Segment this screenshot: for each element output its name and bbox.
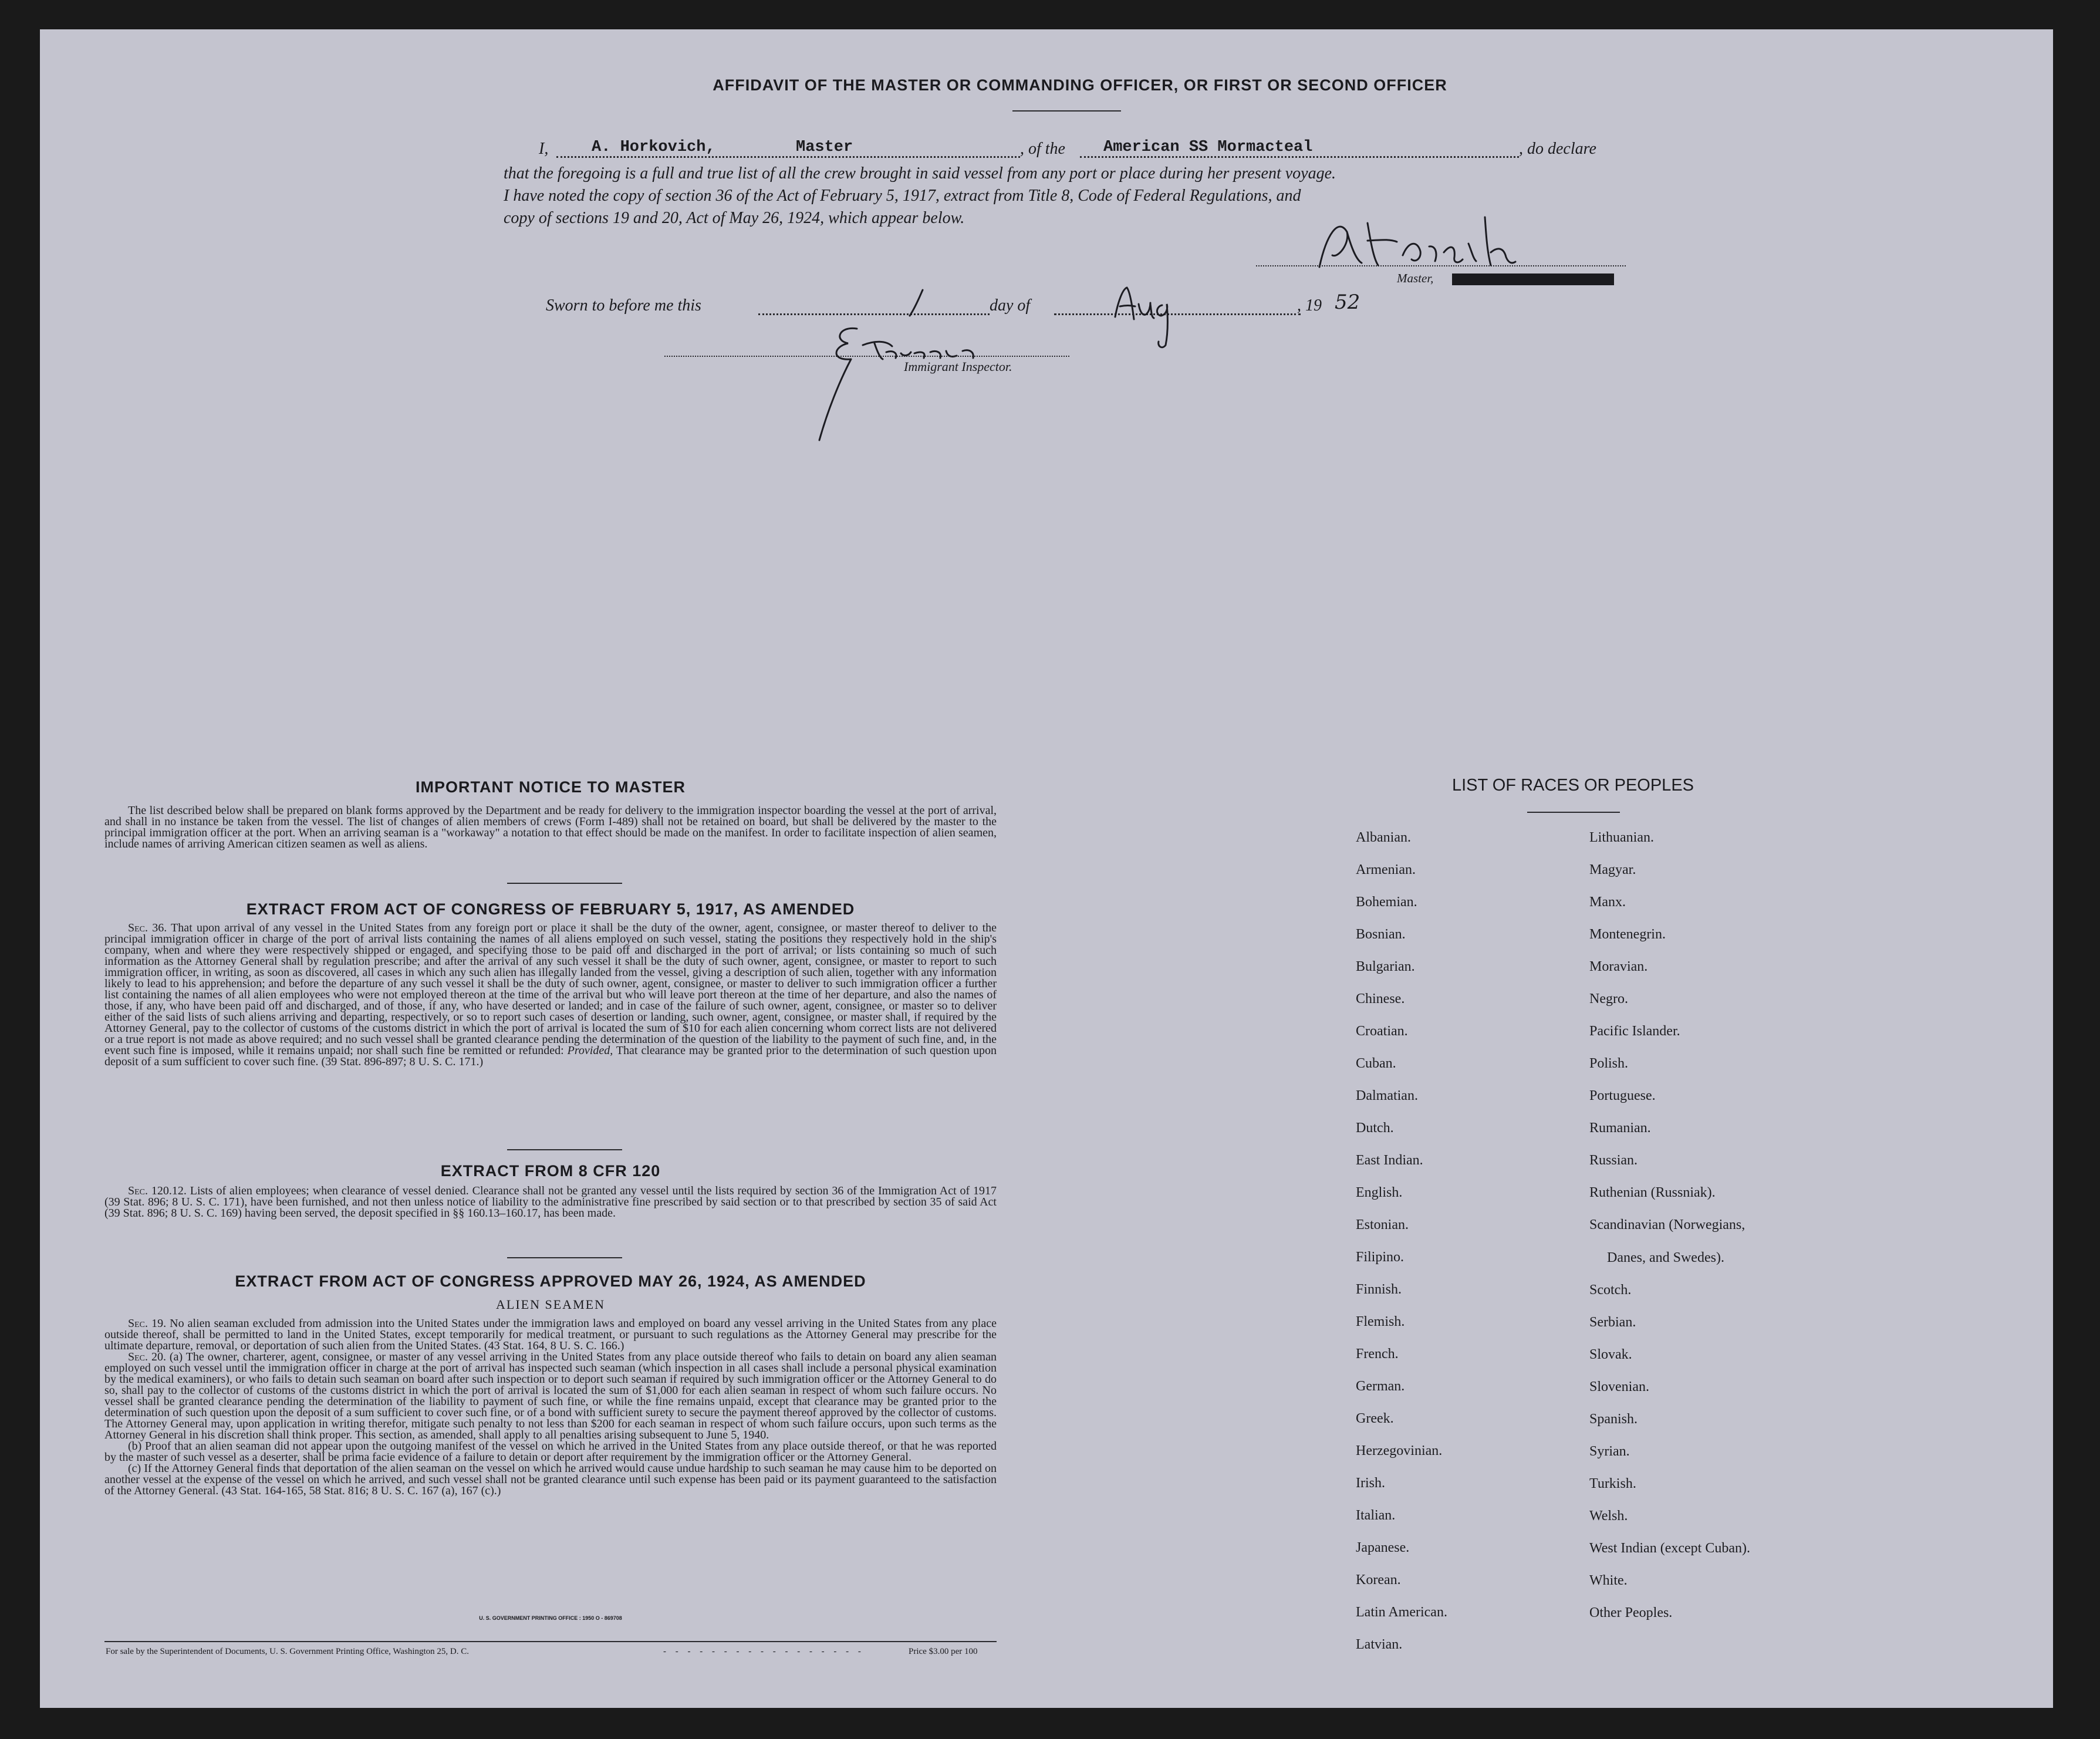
sec-36-text: That upon arrival of any vessel in the United States from any foreign port or place it shall be the duty of the owner, agent, consignee, or master thereof to deliver to the principal immigration officer in charge of the port of arrival lists containing the names of all aliens employed on such vessel, stating the positions they respectively hold in the ship's company, when and where they were respectively shipped or engaged, and specifying those to be paid off and discharged in the port of arrival; or lists containing so much of such information as the Attorney General shall by regulation prescribe; and after the arrival of any such vessel it shall be the duty of such owner, agent, consignee, or master to report to such immigration officer, in writing, as soon as discovered, all cases in which any such alien has illegally landed from the vessel, giving a description of such alien, together with any information likely to lead to his apprehension; and before the departure of any such vessel it shall be the duty of such owner, agent, consignee, or master to deliver to such immigration officer a further list containing the names of all alien employees who were not employed thereon at the time of the arrival but who will leave port thereon at the time of her departure, and also the names of those, if any, who have been paid off and discharged, and of those, if any, who have deserted or landed; and in case of the failure of such owner, agent, consignee, or master so to deliver either of the said lists of such aliens arriving and departing, respectively, or so to report such cases of desertion or landing, such owner, agent, consignee, or master shall, if required by the Attorney General, pay to the collector of customs of the customs district in which the port of arrival is located the sum of $10 for each alien concerning whom correct lists are not delivered or a true report is not made as above required; and no such vessel shall be granted clearance pending the determination of the question of the liability to the payment of such fine, and, in the event such fine is imposed, while it remains unpaid; nor shall such fine be remitted or refunded: bbox=[104, 921, 997, 1057]
master-label: Master, bbox=[1397, 271, 1434, 285]
extract-1917-body bbox=[104, 923, 997, 1068]
notice-text: The list described below shall be prepared on blank forms approved by the Department and be ready for delivery to the immigration inspector boarding the vessel at the port of arrival, and shall in no instance be taken from the vessel. The list of changes of alien members of crews (Form I-489) shall not be retained on board, but shall be delivered by the master to the principal immigration officer at the port. When an arriving seaman is a "workaway" a notation to that effect should be made on the manifest. In order to facilitate inspection of alien seamen, include names of arriving American citizen seamen as well as aliens. bbox=[104, 804, 997, 850]
footer-rule bbox=[104, 1641, 997, 1642]
month-handwriting bbox=[1109, 281, 1186, 351]
race-item: Armenian. bbox=[1356, 862, 1416, 877]
race-item: French. bbox=[1356, 1346, 1399, 1362]
inspector-signature-line bbox=[664, 356, 1069, 357]
do-declare-label: , do declare bbox=[1519, 140, 1596, 158]
affidavit-line-2: that the foregoing is a full and true list of all the crew brought in said vessel from any port or place during her present voyage. bbox=[504, 164, 1336, 183]
race-item: Russian. bbox=[1589, 1153, 1638, 1168]
sec-19-label: Sec. 19. bbox=[128, 1317, 167, 1330]
race-item: Albanian. bbox=[1356, 830, 1411, 845]
race-item: Serbian. bbox=[1589, 1315, 1636, 1330]
race-item: Bulgarian. bbox=[1356, 959, 1415, 974]
race-item: Negro. bbox=[1589, 991, 1628, 1007]
race-item: Rumanian. bbox=[1589, 1120, 1651, 1136]
alien-seamen-subtitle: ALIEN SEAMEN bbox=[496, 1297, 605, 1312]
sec-20-label: Sec. 20. bbox=[128, 1350, 166, 1363]
race-item: Slovenian. bbox=[1589, 1379, 1649, 1394]
sec-20c-text: (c) If the Attorney General finds that deportation of the alien seaman on the vessel on which he arrived would cause undue hardship to such seaman he may cause him to be deported on another vessel at the expense of the vessel on which he arrived, and such vessel shall not be granted clearance until such expense has been paid or its payment guaranteed to the satisfaction of the Attorney General. (43 Stat. 164-165, 58 Stat. 816; 8 U. S. C. 167 (a), 167 (c).) bbox=[104, 1462, 997, 1497]
day-of-label: day of bbox=[990, 296, 1031, 315]
race-item: Portuguese. bbox=[1589, 1088, 1656, 1103]
race-item: West Indian (except Cuban). bbox=[1589, 1541, 1750, 1556]
race-item: Herzegovinian. bbox=[1356, 1443, 1443, 1458]
sec-36-label: Sec. 36. bbox=[128, 921, 167, 934]
race-item: Moravian. bbox=[1589, 959, 1648, 974]
sec-120-label: Sec. 120.12. bbox=[128, 1184, 187, 1197]
sec-20a-text: (a) The owner, charterer, agent, consignee, or master of any vessel arriving in the United States from any place outside thereof who fails to detain on board any alien seaman employed on such vessel until the immigration officer in charge at the port of arrival has inspected such seaman (which inspection in all cases shall include a personal physical examination by the medical examiners), or who fails to detain such seaman on board after such inspection or to deport such seaman if required by such immigration officer or the Attorney General to do so, shall pay to the collector of customs of the customs district in which the port of arrival is located the sum of $1,000 for each alien seaman in respect of whom such failure occurs. No vessel shall be granted clearance pending the determination of the liability to payment of such fine, or while the fine remains unpaid, except that clearance may be granted prior to the determination of such question upon the deposit of a sum sufficient to cover such fine, or of a bond with sufficient surety to secure the payment thereof approved by the collector of customs. The Attorney General may, upon application in writing therefor, mitigate such penalty to not less than $200 for each seaman in respect of whom such failure occurs, upon such terms as the Attorney General in his discretion shall think proper. This section, as amended, shall apply to all penalties arising subsequent to June 5, 1940. bbox=[104, 1350, 997, 1441]
declarant-prefix: I, bbox=[539, 140, 549, 158]
race-item: Finnish. bbox=[1356, 1282, 1402, 1297]
race-item: Polish. bbox=[1589, 1056, 1629, 1071]
notice-body bbox=[104, 805, 997, 850]
race-item: Flemish. bbox=[1356, 1314, 1405, 1329]
race-item: Filipino. bbox=[1356, 1250, 1404, 1265]
race-item: Montenegrin. bbox=[1589, 927, 1666, 942]
extract-1924-body bbox=[104, 1318, 997, 1497]
race-item: Korean. bbox=[1356, 1572, 1401, 1588]
year-value: 52 bbox=[1335, 291, 1360, 314]
race-item: Latin American. bbox=[1356, 1605, 1447, 1620]
sec-19-text: No alien seaman excluded from admission into the United States under the immigration laws and employed on board any vessel arriving in the United States from any place outside thereof, shall be permitted to land in the United States, except temporarily for medical treatment, or pursuant to such regulations as the Attorney General may prescribe for the ultimate departure, removal, or deportation of such alien from the United States. (43 Stat. 164, 8 U. S. C. 166.) bbox=[104, 1317, 997, 1352]
race-item: Italian. bbox=[1356, 1508, 1396, 1523]
race-item: Ruthenian (Russniak). bbox=[1589, 1185, 1716, 1200]
master-signature-line bbox=[1256, 265, 1626, 266]
redaction-mark bbox=[1452, 273, 1614, 285]
notice-title: IMPORTANT NOTICE TO MASTER bbox=[416, 778, 686, 796]
sec-120-text: Lists of alien employees; when clearance of vessel denied. Clearance shall not be granted any vessel until the lists required by section 36 of the Immigration Act of 1917 (39 Stat. 896; 8 U. S. C. 171), have been furnished, and not then unless notice of liability to the administrative fine prescribed by said section or to that prescribed by section 35 of said Act (39 Stat. 896; 8 U. S. C. 169) having been served, the deposit specified in §§ 160.13–160.17, has been made. bbox=[104, 1184, 997, 1220]
race-item: Chinese. bbox=[1356, 991, 1405, 1007]
race-item: Welsh. bbox=[1589, 1508, 1628, 1524]
footer-dashes: - - - - - - - - - - - - - - - - - bbox=[663, 1647, 865, 1656]
provided-word: Provided, bbox=[567, 1044, 613, 1057]
affidavit-title: AFFIDAVIT OF THE MASTER OR COMMANDING OFFICER, OR FIRST OR SECOND OFFICER bbox=[713, 76, 1447, 94]
footer-price: Price $3.00 per 100 bbox=[909, 1647, 978, 1656]
master-rank: Master bbox=[796, 139, 853, 156]
race-item: Slovak. bbox=[1589, 1347, 1632, 1362]
footer-sale-note: For sale by the Superintendent of Documents, U. S. Government Printing Office, Washington 25, D. C. bbox=[106, 1647, 469, 1656]
race-item: Irish. bbox=[1356, 1475, 1385, 1491]
day-value-handwriting bbox=[898, 286, 933, 322]
affidavit-line-4: copy of sections 19 and 20, Act of May 26, 1924, which appear below. bbox=[504, 209, 965, 227]
race-item: Dalmatian. bbox=[1356, 1088, 1418, 1103]
section-divider bbox=[507, 1149, 622, 1150]
vessel-name: American SS Mormacteal bbox=[1103, 139, 1313, 156]
master-name: A. Horkovich, bbox=[592, 139, 715, 156]
races-title: LIST OF RACES OR PEOPLES bbox=[1451, 776, 1694, 795]
race-item: Lithuanian. bbox=[1589, 830, 1654, 845]
day-value bbox=[907, 293, 908, 294]
month-value bbox=[1115, 293, 1116, 294]
race-item: Cuban. bbox=[1356, 1056, 1396, 1071]
race-item: Danes, and Swedes). bbox=[1607, 1250, 1724, 1265]
race-item: Other Peoples. bbox=[1589, 1605, 1673, 1620]
race-item: Croatian. bbox=[1356, 1024, 1408, 1039]
race-item: Estonian. bbox=[1356, 1217, 1409, 1233]
race-item: Scandinavian (Norwegians, bbox=[1589, 1217, 1746, 1233]
race-item: Syrian. bbox=[1589, 1444, 1630, 1459]
day-line bbox=[758, 313, 990, 315]
inspector-label: Immigrant Inspector. bbox=[904, 359, 1012, 374]
sworn-label: Sworn to before me this bbox=[546, 296, 701, 315]
race-item: Magyar. bbox=[1589, 862, 1636, 877]
race-item: White. bbox=[1589, 1573, 1628, 1588]
year-prefix: , 19 bbox=[1297, 296, 1322, 315]
race-item: Japanese. bbox=[1356, 1540, 1410, 1555]
race-item: Manx. bbox=[1589, 894, 1626, 910]
master-name-line bbox=[556, 156, 1020, 158]
sec-36-tail: That clearance may be granted prior to the determination of such question upon deposit of a sum sufficient to cover such fine. (39 Stat. 896-897; 8 U. S. C. 171.) bbox=[104, 1044, 997, 1068]
of-the-label: , of the bbox=[1020, 140, 1065, 158]
section-divider bbox=[507, 883, 622, 884]
race-item: Turkish. bbox=[1589, 1476, 1636, 1491]
gpo-imprint: U. S. GOVERNMENT PRINTING OFFICE : 1950 O - 869708 bbox=[479, 1615, 622, 1621]
vessel-name-line bbox=[1080, 156, 1519, 158]
races-title-underline bbox=[1527, 812, 1620, 813]
race-item: Greek. bbox=[1356, 1411, 1394, 1426]
race-item: German. bbox=[1356, 1379, 1405, 1394]
extract-1924-title: EXTRACT FROM ACT OF CONGRESS APPROVED MAY 26, 1924, AS AMENDED bbox=[235, 1272, 866, 1290]
race-item: Bosnian. bbox=[1356, 927, 1406, 942]
extract-cfr-title: EXTRACT FROM 8 CFR 120 bbox=[440, 1162, 661, 1180]
section-divider bbox=[507, 1257, 622, 1258]
race-item: East Indian. bbox=[1356, 1153, 1423, 1168]
sec-20b-text: (b) Proof that an alien seaman did not appear upon the outgoing manifest of the vessel on which he arrived in the United States from any place outside thereof, or that he was reported by the master of such vessel as a deserter, shall be prima facie evidence of a failure to detain or deport after requirement by the immigration officer or the Attorney General. bbox=[104, 1440, 997, 1464]
race-item: Spanish. bbox=[1589, 1412, 1638, 1427]
affidavit-line-3: I have noted the copy of section 36 of the Act of February 5, 1917, extract from Title 8, Code of Federal Regulations, and bbox=[504, 187, 1301, 205]
race-item: Pacific Islander. bbox=[1589, 1024, 1680, 1039]
title-underline bbox=[1012, 110, 1121, 112]
race-item: English. bbox=[1356, 1185, 1403, 1200]
inspector-signature bbox=[816, 317, 1015, 446]
extract-cfr-body bbox=[104, 1186, 997, 1219]
race-item: Bohemian. bbox=[1356, 894, 1417, 910]
extract-1917-title: EXTRACT FROM ACT OF CONGRESS OF FEBRUARY 5, 1917, AS AMENDED bbox=[246, 900, 855, 918]
race-item: Scotch. bbox=[1589, 1282, 1632, 1298]
race-item: Latvian. bbox=[1356, 1637, 1403, 1652]
race-item: Dutch. bbox=[1356, 1120, 1394, 1136]
